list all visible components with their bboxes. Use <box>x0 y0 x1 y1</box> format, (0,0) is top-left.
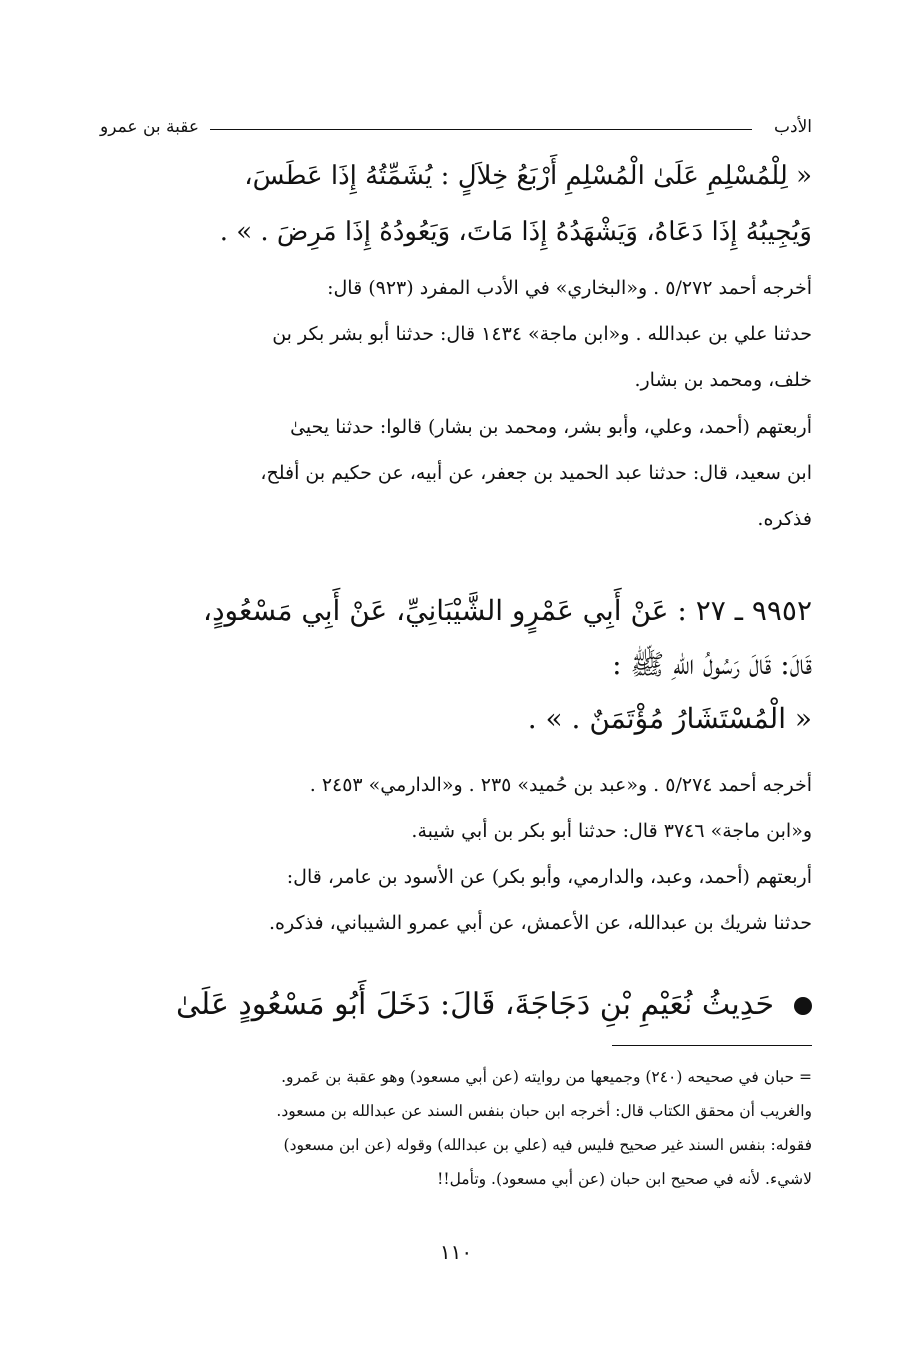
footnote-line: فقوله: بنفس السند غير صحيح فليس فيه (علي بن عبدالله) وقوله (عن ابن مسعود) <box>283 1136 812 1154</box>
section-heading <box>100 975 812 1035</box>
footnote-line: لاشيء. لأنه في صحيح ابن حبان (عن أبي مسعود). وتأمل!! <box>437 1170 812 1188</box>
takhrij-paragraph-4 <box>100 854 812 946</box>
hadith-line: « لِلْمُسْلِمِ عَلَىٰ الْمُسْلِمِ أَرْبَعُ خِلاَلٍ : يُشَمِّتُهُ إِذَا عَطَسَ، <box>244 161 812 191</box>
text-line: و«ابن ماجة» ٣٧٤٦ قال: حدثنا أبو بكر بن أبي شيبة. <box>411 820 812 842</box>
hadith-line: « الْمُسْتَشَارُ مُؤْتَمَنٌ . » . <box>527 702 812 735</box>
running-header <box>100 114 812 140</box>
footnote <box>100 1060 812 1196</box>
takhrij-paragraph-3 <box>100 762 812 854</box>
hadith-line: ٩٩٥٢ ـ ٢٧ : عَنْ أَبِي عَمْرٍو الشَّيْبَانِيِّ، عَنْ أَبِي مَسْعُودٍ، <box>203 594 812 627</box>
header-rule <box>210 129 752 130</box>
hadith-text-1 <box>100 148 812 260</box>
text-line: حدثنا شريك بن عبدالله، عن الأعمش، عن أبي عمرو الشيباني، فذكره. <box>269 912 812 934</box>
header-section-title: عقبة بن عمرو <box>100 117 200 137</box>
hadith-line: قَالَ: قَالَ رَسُولُ اللهِ ﷺ : <box>612 648 812 681</box>
takhrij-paragraph-1 <box>100 265 812 403</box>
page-number: ١١٠ <box>439 1240 473 1264</box>
text-line: أربعتهم (أحمد، وعبد، والدارمي، وأبو بكر) عن الأسود بن عامر، قال: <box>286 866 812 888</box>
text-line: حدثنا علي بن عبدالله . و«ابن ماجة» ١٤٣٤ قال: حدثنا أبو بشر بكر بن <box>272 323 812 345</box>
text-line: أربعتهم (أحمد، وعلي، وأبو بشر، ومحمد بن بشار) قالوا: حدثنا يحيىٰ <box>290 416 812 438</box>
text-line: أخرجه أحمد ٥/٢٧٤ . و«عبد بن حُميد» ٢٣٥ . و«الدارمي» ٢٤٥٣ . <box>309 774 812 796</box>
text-line: أخرجه أحمد ٥/٢٧٢ . و«البخاري» في الأدب المفرد (٩٢٣) قال: <box>327 277 812 299</box>
text-line: فذكره. <box>757 508 812 530</box>
header-chapter-title: الأدب <box>774 117 812 137</box>
text-line: خلف، ومحمد بن بشار. <box>634 369 812 391</box>
footnote-line: والغريب أن محقق الكتاب قال: أخرجه ابن حبان بنفس السند عن عبدالله بن مسعود. <box>276 1102 812 1120</box>
bullet-dot-icon <box>794 997 812 1015</box>
hadith-text-2 <box>100 584 812 746</box>
footnote-line: = حبان في صحيحه (٢٤٠) وجميعها من روايته (عن أبي مسعود) وهو عقبة بن عَمرو. <box>281 1068 812 1086</box>
takhrij-paragraph-2 <box>100 404 812 542</box>
hadith-line: وَيُجِيبُهُ إِذَا دَعَاهُ، وَيَشْهَدُهُ إِذَا مَاتَ، وَيَعُودُهُ إِذَا مَرِضَ . » . <box>219 217 812 247</box>
text-line: ابن سعيد، قال: حدثنا عبد الحميد بن جعفر، عن أبيه، عن حكيم بن أفلح، <box>260 462 812 484</box>
section-heading-text: حَدِيثُ نُعَيْمِ بْنِ دَجَاجَةَ، قَالَ: دَخَلَ أَبُو مَسْعُودٍ عَلَىٰ <box>176 987 774 1022</box>
